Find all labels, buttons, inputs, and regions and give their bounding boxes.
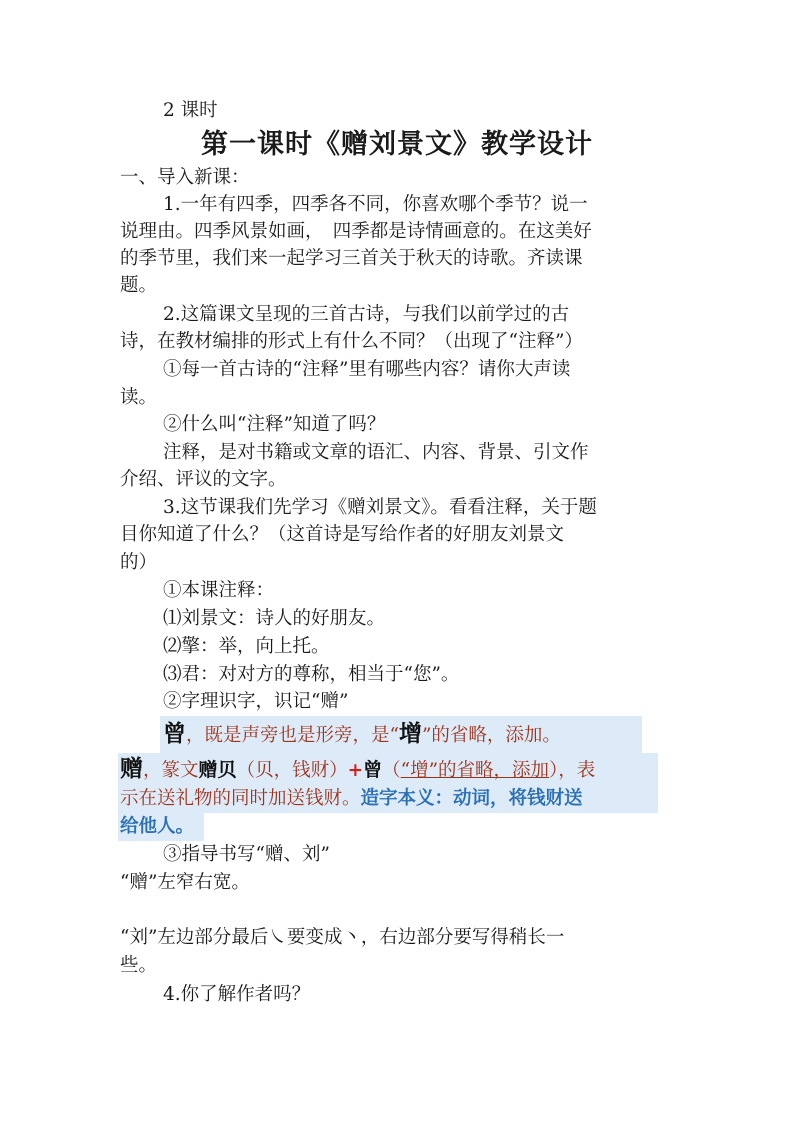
write-liu-line2: 些。	[120, 955, 158, 976]
char-study-heading: ②字理识字，识记“赠”	[163, 691, 349, 712]
item1-line1: 1.一年有四季，四季各不同，你喜欢哪个季节？说一	[163, 194, 588, 215]
note-3: ⑶君：对对方的尊称，相当于“您”。	[163, 664, 460, 685]
item3-line1: 3.这节课我们先学习《赠刘景文》。看看注释，关于题	[163, 497, 597, 518]
write-zeng: “赠”左窄右宽。	[120, 872, 250, 893]
char-zeng-add: 增	[398, 720, 422, 747]
zeng-explanation-line1: 赠，篆文赠贝（贝，钱财）+曾（“增”的省略，添加），表	[120, 755, 596, 782]
sub-b: ②什么叫“注释”知道了吗？	[163, 414, 386, 435]
item2-line1: 2.这篇课文呈现的三首古诗，与我们以前学过的古	[163, 304, 570, 325]
seal-script-bei-icon: 贝	[217, 759, 237, 781]
sub-a-line2: 读。	[120, 387, 158, 408]
notes-heading: ①本课注释：	[163, 580, 275, 601]
note-2: ⑵擎：举，向上托。	[163, 636, 330, 657]
item1-line4: 题。	[120, 275, 158, 296]
seal-script-zeng-icon: 赠	[198, 759, 218, 781]
write-liu-line1: “刘”左边部分最后㇏要变成丶，右边部分要写得稍长一	[120, 927, 565, 948]
zeng-explanation-line2: 示在送礼物的同时加送钱财。造字本义：动词，将钱财送	[120, 788, 583, 809]
char-zeng-gift: 赠	[120, 755, 143, 782]
item3-line2: 目你知道了什么？（这首诗是写给作者的好朋友刘景文	[120, 524, 565, 545]
seal-script-ceng-icon: 曾	[363, 759, 383, 781]
char-zeng: 曾	[163, 720, 186, 747]
section-heading: 一、导入新课：	[120, 167, 250, 188]
write-heading: ③指导书写“赠、刘”	[163, 844, 330, 865]
page-title: 第一课时《赠刘景文》教学设计	[201, 129, 593, 160]
period-label: 2 课时	[163, 100, 218, 121]
item3-line3: 的）	[120, 552, 158, 573]
plus-sign: +	[347, 760, 364, 781]
zeng-component-line: 曾，既是声旁也是形旁，是“增”的省略，添加。	[163, 720, 561, 747]
item2-line2: 诗，在教材编排的形式上有什么不同？（出现了“注释”）	[120, 331, 583, 352]
item4: 4.你了解作者吗？	[163, 984, 311, 1005]
definition-line2: 介绍、评议的文字。	[120, 469, 287, 490]
item1-line3: 的季节里，我们来一起学习三首关于秋天的诗歌。齐读课	[120, 248, 583, 269]
sub-a-line1: ①每一首古诗的“注释”里有哪些内容？请你大声读	[163, 359, 571, 380]
note-1: ⑴刘景文：诗人的好朋友。	[163, 608, 386, 629]
definition-line1: 注释，是对书籍或文章的语汇、内容、背景、引文作	[163, 442, 589, 463]
zeng-explanation-line3: 给他人。	[120, 816, 195, 837]
item1-line2: 说理由。四季风景如画， 四季都是诗情画意的。在这美好	[120, 221, 592, 242]
